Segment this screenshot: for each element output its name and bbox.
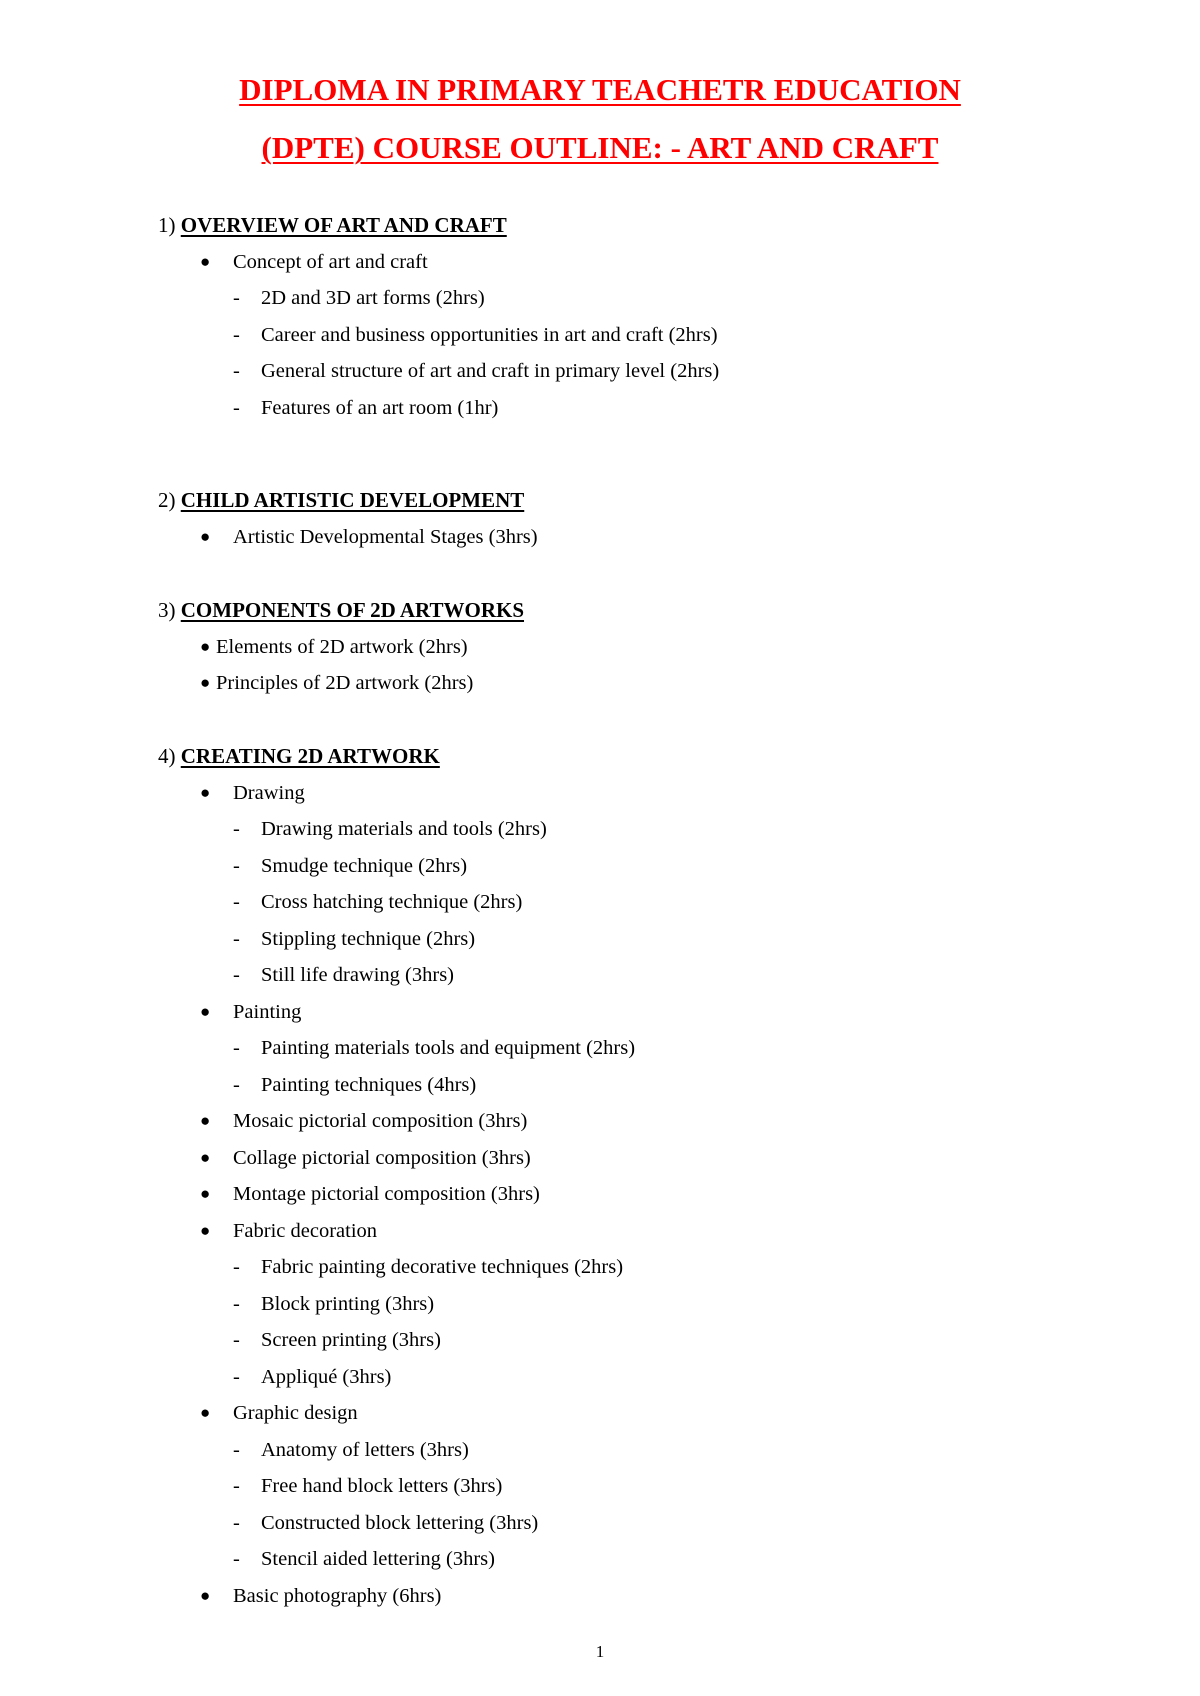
sub-item [158,353,720,390]
dash-icon: - [233,854,240,877]
bullet-icon: ● [200,1111,211,1130]
sub-text: Block printing (3hrs) [261,1292,435,1315]
sub-item [158,1030,636,1067]
sub-text: Painting techniques (4hrs) [261,1073,477,1096]
section-heading [158,592,524,629]
section-number: 4) [158,744,176,768]
bullet-text: Principles of 2D artwork (2hrs) [216,672,474,694]
bullet-text: Painting [233,1000,302,1023]
sub-item [158,1432,469,1469]
sub-item [158,1322,440,1359]
sub-text: Still life drawing (3hrs) [261,964,455,986]
sub-text: Drawing materials and tools (2hrs) [261,818,547,840]
dash-icon: - [233,1073,240,1096]
sub-item [158,1468,503,1505]
sub-item [158,1505,539,1542]
bullet-icon: ● [200,526,211,546]
bullet-item [158,1213,440,1250]
page-number: 1 [595,1642,605,1661]
sub-text: Screen printing (3hrs) [261,1329,441,1351]
section-number: 1) [158,213,176,237]
bullet-item [158,665,524,702]
section-number: 3) [158,598,176,622]
sub-text: Features of an art room (1hr) [261,396,499,419]
bullet-item [158,1140,531,1177]
bullet-text: Fabric decoration [233,1219,378,1242]
dash-icon: - [233,891,240,913]
bullet-icon: ● [200,251,211,271]
sub-item [158,848,468,885]
sub-item [158,1067,477,1104]
bullet-icon: ● [200,1001,211,1021]
bullet-item [158,1103,528,1140]
section-child-artistic-development [158,482,538,555]
section-title: CREATING 2D ARTWORK [180,744,440,768]
sub-item [158,317,718,354]
bullet-item [158,1176,540,1213]
dash-icon: - [233,1475,240,1497]
dash-icon: - [233,287,240,309]
bullet-text: Drawing [233,781,305,804]
bullet-text: Artistic Developmental Stages (3hrs) [233,525,538,548]
item-list [158,775,636,1615]
item-list [158,629,524,702]
sub-text: Free hand block letters (3hrs) [261,1475,503,1497]
dash-icon: - [233,323,240,346]
bullet-item [158,629,524,666]
bullet-text: Mosaic pictorial composition (3hrs) [233,1110,528,1132]
dash-icon: - [233,396,240,419]
section-title: OVERVIEW OF ART AND CRAFT [180,213,507,237]
item-list [158,244,720,427]
section-creating-2d-artwork [158,738,636,1614]
section-number: 2) [158,488,176,512]
section-heading [158,482,524,519]
bullet-icon: ● [200,1220,211,1240]
bullet-icon: ● [200,673,211,692]
bullet-item [158,775,440,812]
sub-text: Stippling technique (2hrs) [261,927,476,950]
sub-item [158,921,476,958]
sub-item [158,1359,440,1396]
dash-icon: - [233,360,240,382]
sub-text: Career and business opportunities in art and craft (2hrs) [261,323,718,346]
sub-text: Appliqué (3hrs) [261,1365,392,1388]
sub-item [158,1286,440,1323]
bullet-text: Montage pictorial composition (3hrs) [233,1183,540,1205]
bullet-icon: ● [200,1147,211,1167]
bullet-icon: ● [200,1403,211,1422]
dash-icon: - [233,1365,240,1388]
section-title: COMPONENTS OF 2D ARTWORKS [180,598,525,622]
bullet-item [158,519,538,556]
sub-text: Anatomy of letters (3hrs) [261,1438,469,1461]
bullet-icon: ● [200,1184,211,1203]
dash-icon: - [233,1037,240,1059]
dash-icon: - [233,1256,240,1278]
section-title: CHILD ARTISTIC DEVELOPMENT [180,488,525,512]
sub-text: General structure of art and craft in primary level (2hrs) [261,360,720,382]
sub-text: Constructed block lettering (3hrs) [261,1511,539,1534]
bullet-text: Collage pictorial composition (3hrs) [233,1146,531,1169]
bullet-item [158,1395,440,1432]
dash-icon: - [233,1438,240,1461]
sub-item [158,280,507,317]
bullet-text: Basic photography (6hrs) [233,1584,442,1607]
bullet-item [158,994,440,1031]
section-overview [158,207,720,426]
dash-icon: - [233,927,240,950]
section-heading [158,207,507,244]
sub-item [158,811,547,848]
sub-text: Smudge technique (2hrs) [261,854,468,877]
sub-item [158,957,455,994]
bullet-item [158,244,507,281]
sub-text: Fabric painting decorative techniques (2hrs) [261,1256,624,1278]
dash-icon: - [233,1329,240,1351]
dash-icon: - [233,964,240,986]
sub-text: Painting materials tools and equipment (2hrs) [261,1037,636,1059]
bullet-text: Concept of art and craft [233,250,428,273]
bullet-text: Elements of 2D artwork (2hrs) [216,635,468,658]
section-components-2d [158,592,524,702]
sub-text: 2D and 3D art forms (2hrs) [261,287,485,309]
bullet-icon: ● [200,782,211,802]
dash-icon: - [233,1292,240,1315]
sub-item [158,884,523,921]
sub-item [158,1249,624,1286]
item-list [158,519,538,556]
title-line-1: DIPLOMA IN PRIMARY TEACHETR EDUCATION [239,72,961,107]
sub-text: Stencil aided lettering (3hrs) [261,1548,495,1570]
bullet-item [158,1578,440,1615]
dash-icon: - [233,1511,240,1534]
section-heading [158,738,440,775]
bullet-icon: ● [200,636,211,656]
dash-icon: - [233,1548,240,1570]
sub-item [158,1541,495,1578]
bullet-text: Graphic design [233,1402,358,1424]
title-line-2: (DPTE) COURSE OUTLINE: - ART AND CRAFT [261,130,939,165]
sub-text: Cross hatching technique (2hrs) [261,891,523,913]
dash-icon: - [233,818,240,840]
sub-item [158,390,507,427]
bullet-icon: ● [200,1585,211,1605]
